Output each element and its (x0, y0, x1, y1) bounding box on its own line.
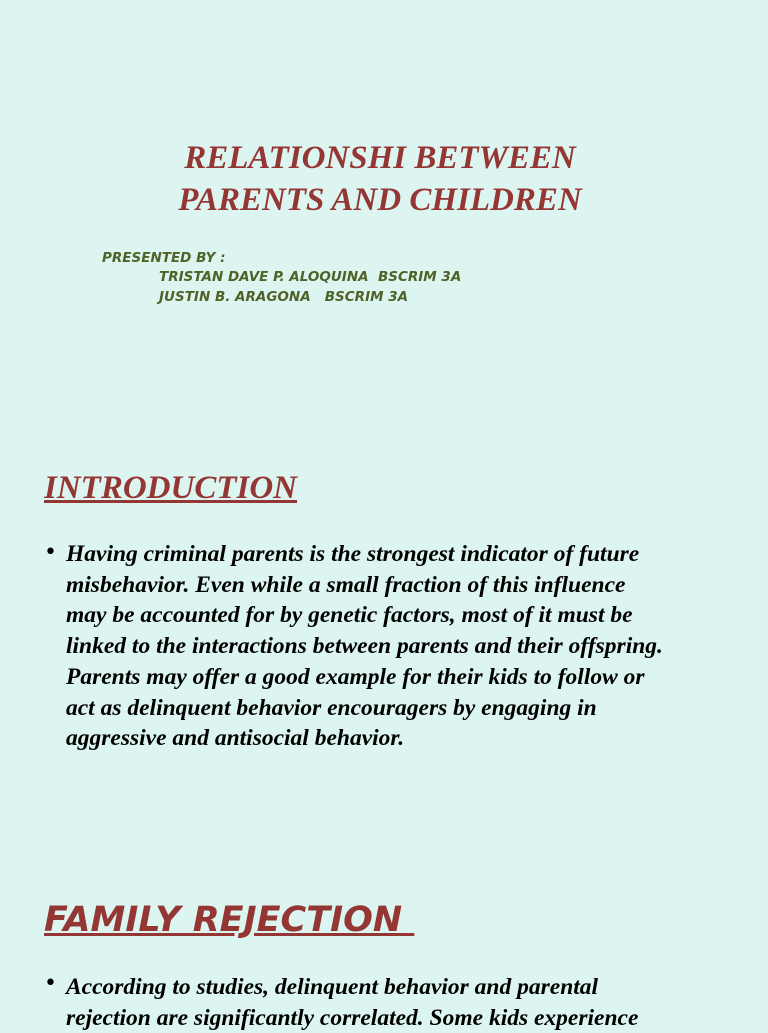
slide-title-line-1: RELATIONSHI BETWEEN (184, 140, 576, 176)
presenter-name-2: JUSTIN B. ARAGONA BSCRIM 3A (159, 289, 409, 305)
family-rejection-heading: FAMILY REJECTION (44, 900, 415, 940)
introduction-paragraph (66, 539, 746, 754)
paragraph-line: According to studies, delinquent behavior and parental (66, 974, 599, 1000)
paragraph-line: Parents may offer a good example for their kids to follow or (66, 663, 645, 690)
introduction-slide (0, 420, 768, 840)
presented-by-label: PRESENTED BY : (102, 250, 226, 266)
paragraph-line: rejection are significantly correlated. Some kids experience (66, 1004, 639, 1031)
family-rejection-slide (0, 840, 768, 1031)
title-slide (0, 0, 768, 420)
slide-title-line-2: PARENTS AND CHILDREN (178, 182, 582, 218)
bullet-icon: • (44, 540, 57, 565)
paragraph-line: act as delinquent behavior encouragers by engaging in (66, 694, 597, 721)
paragraph-line: may be accounted for by genetic factors, most of it must be (66, 602, 633, 629)
paragraph-line: aggressive and antisocial behavior. (66, 725, 405, 752)
introduction-heading: INTRODUCTION (44, 470, 298, 506)
bullet-icon: • (44, 971, 57, 996)
presenter-name-1: TRISTAN DAVE P. ALOQUINA BSCRIM 3A (159, 269, 462, 285)
paragraph-line: misbehavior. Even while a small fraction of this influence (66, 571, 626, 598)
paragraph-line: Having criminal parents is the strongest indicator of future (66, 541, 640, 567)
paragraph-line: linked to the interactions between parents and their offspring. (66, 633, 663, 660)
